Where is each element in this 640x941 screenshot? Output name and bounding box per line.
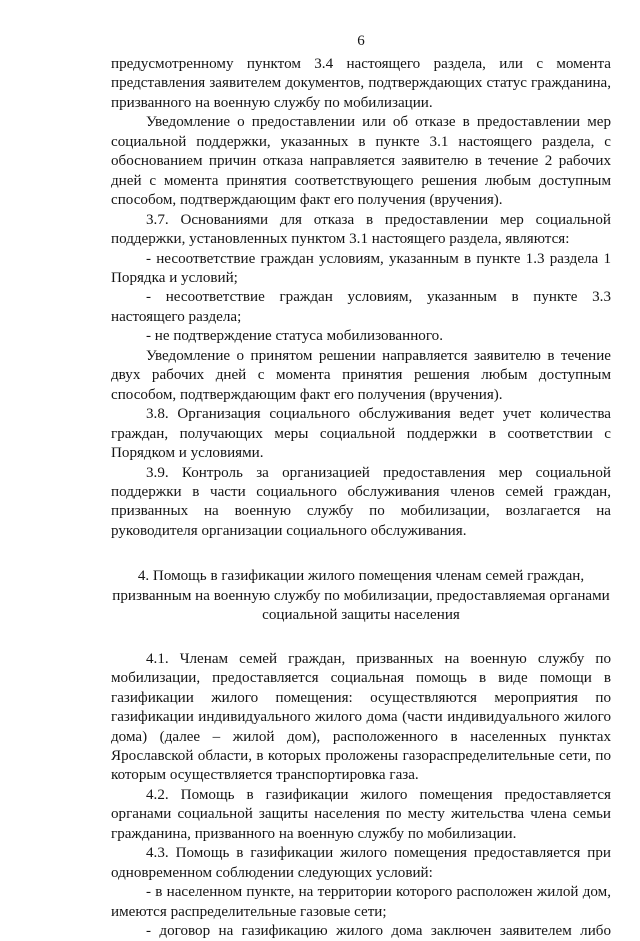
section-heading-line: 4. Помощь в газификации жилого помещения членам семей граждан, [137, 568, 585, 585]
paragraph: Уведомление о предоставлении или об отказе в предоставлении мер социальной поддержки, указанных в пункте 3.1 настоящего раздела, с обоснованием причин отказа направляется заявителю в течение 2 рабочих дней с момента принятия соответствующего решения любым доступным способом, подтверждающим факт его получения (вручения). [111, 114, 611, 209]
paragraph-3-8: 3.8. Организация социального обслуживания ведет учет количества граждан, получающих меры социальной поддержки в соответствии с Порядком и условиями. [111, 406, 611, 462]
paragraph-4-2: 4.2. Помощь в газификации жилого помещения предоставляется органами социальной защиты населения по месту жительства члена семьи гражданина, призванного на военную службу по мобилизации. [111, 786, 611, 842]
section-heading [111, 567, 611, 625]
list-item: - несоответствие граждан условиям, указанным в пункте 1.3 раздела 1 Порядка и условий; [111, 250, 611, 286]
list-item: - несоответствие граждан условиям, указанным в пункте 3.3 настоящего раздела; [111, 289, 611, 325]
paragraph: Уведомление о принятом решении направляется заявителю в течение двух рабочих дней с момента принятия решения любым доступным способом, подтверждающим факт его получения (вручения). [111, 347, 611, 403]
paragraph-3-7: 3.7. Основаниями для отказа в предоставлении мер социальной поддержки, установленных пунктом 3.1 настоящего раздела, являются: [111, 211, 611, 248]
page-number: 6 [357, 33, 365, 49]
list-item: - не подтверждение статуса мобилизованного. [146, 328, 443, 345]
document-body [111, 55, 611, 941]
section-heading-line: призванным на военную службу по мобилизации, предоставляемая органами [112, 587, 610, 604]
paragraph-4-1: 4.1. Членам семей граждан, призванных на военную службу по мобилизации, предоставляется социальная помощь в виде помощи в газификации жилого помещения: осуществляются мероприятия по газификации индивидуального жилого дома (части индивидуального жилого дома) (далее – жилой дом), расположенного в населенных пунктах Ярославской области, в которых проложены газораспределительные сети, по которым осуществляется транспортировка газа. [111, 650, 611, 784]
document-page [111, 0, 611, 940]
list-item: - договор на газификацию жилого дома заключен заявителем либо [146, 923, 611, 940]
list-item: - в населенном пункте, на территории которого расположен жилой дом, имеются распределительные газовые сети; [111, 884, 611, 920]
section-heading-line: социальной защиты населения [262, 607, 460, 624]
paragraph-3-9: 3.9. Контроль за организацией предоставления мер социальной поддержки в части социального обслуживания членов семей граждан, призванных на военную службу по мобилизации, возлагается на руководителя организации социального обслуживания. [111, 464, 611, 539]
paragraph-4-3: 4.3. Помощь в газификации жилого помещения предоставляется при одновременном соблюдении следующих условий: [111, 845, 611, 881]
paragraph: предусмотренному пунктом 3.4 настоящего раздела, или с момента представления заявителем документов, подтверждающих статус гражданина, призванного на военную службу по мобилизации. [111, 56, 611, 111]
